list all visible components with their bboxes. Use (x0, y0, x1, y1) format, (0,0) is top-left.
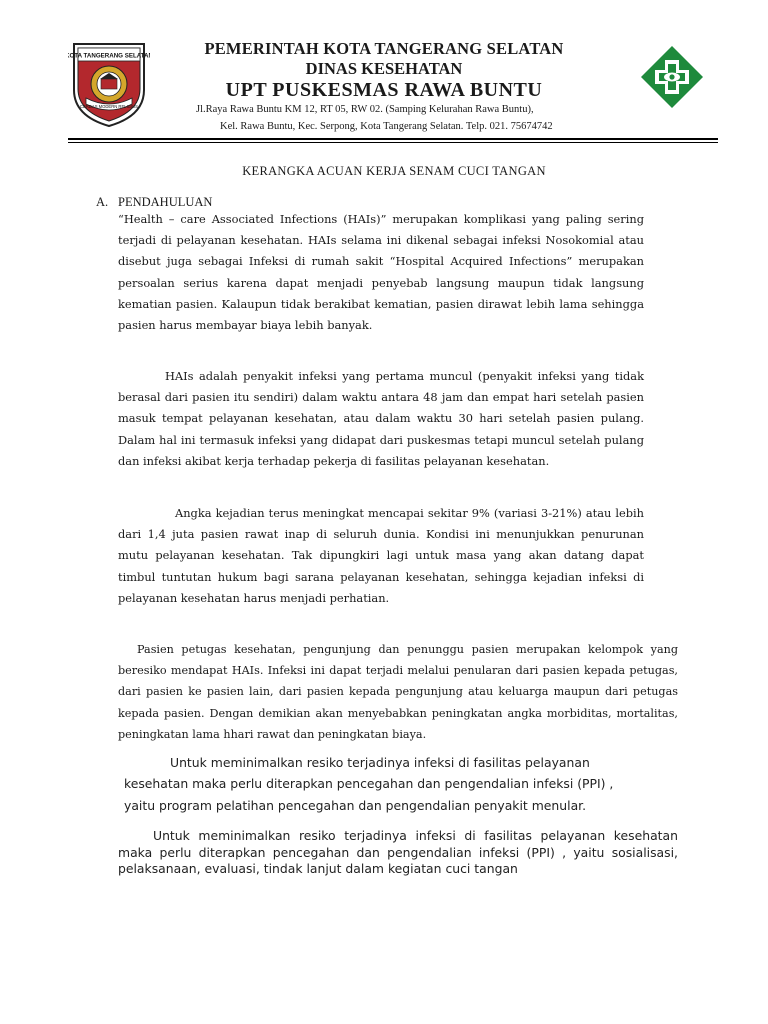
paragraph-intro: “Health – care Associated Infections (HAIs)” merupakan komplikasi yang paling sering terjadi di pelayanan kesehatan. HAIs selama ini dikenal sebagai infeksi Nosokomial atau disebut juga sebagai Infeksi di rumah sakit “Hospital Acquired Infections” merupakan persoalan serius karena dapat menjadi penyebab langsung maupun tidak langsung kematian pasien. Kalaupun tidak berakibat kematian, pasien dirawat lebih lama sehingga pasien harus membayar biaya lebih banyak. (118, 212, 644, 333)
paragraph-ppi-line2: kesehatan maka perlu diterapkan pencegahan dan pengendalian infeksi (PPI) , (124, 776, 614, 791)
paragraph-risk-groups: Pasien petugas kesehatan, pengunjung dan penunggu pasien merupakan kelompok yang beresiko mendapat HAIs. Infeksi ini dapat terjadi melalui penularan dari pasien kepada petugas, dari pasien ke pasien lain, dari pasien kepada pengunjung atau keluarga maupun dari petugas kepada pasien. Dengan demikian akan menyebabkan peningkatan angka morbiditas, mortalitas, peningkatan lama hhari rawat dan peningkatan biaya. (118, 643, 678, 741)
paragraph-ppi-line1: Untuk meminimalkan resiko terjadinya infeksi di fasilitas pelayanan (170, 755, 590, 770)
header-government: PEMERINTAH KOTA TANGERANG SELATAN (204, 39, 564, 58)
paragraph-incidence: Angka kejadian terus meningkat mencapai sekitar 9% (variasi 3-21%) atau lebih dari 1,4 juta pasien rawat inap di seluruh dunia. Kondisi ini menunjukkan penurunan mutu pelayanan kesehatan. Tak dipungkiri lagi untuk masa yang akan datang dapat timbul tuntutan hukum bagi sarana pelayanan kesehatan, sehingga kejadian infeksi di pelayanan kesehatan harus menjadi perhatian. (118, 506, 644, 605)
logo-left-top-text: KOTA TANGERANG SELATAN (68, 52, 150, 60)
section-title: PENDAHULUAN (118, 195, 213, 209)
document-title: KERANGKA ACUAN KERJA SENAM CUCI TANGAN (242, 164, 546, 178)
paragraph-ppi-line3: yaitu program pelatihan pencegahan dan pengendalian penyakit menular. (124, 798, 587, 813)
header-divider-thin (68, 142, 718, 143)
header-divider (68, 138, 718, 140)
puskesmas-cross-icon (627, 40, 717, 114)
header-address-line2: Kel. Rawa Buntu, Kec. Serpong, Kota Tangerang Selatan. Telp. 021. 75674742 (220, 121, 553, 132)
header-department: DINAS KESEHATAN (305, 59, 463, 78)
header-unit: UPT PUSKESMAS RAWA BUNTU (225, 79, 543, 101)
section-letter: A. (96, 195, 109, 209)
section-heading (96, 195, 212, 210)
paragraph-hais-definition: HAIs adalah penyakit infeksi yang pertama muncul (penyakit infeksi yang tidak berasal dari pasien itu sendiri) dalam waktu antara 48 jam dan empat hari setelah pasien masuk tempat pelayanan kesehatan, atau dalam waktu 30 hari setelah pasien pulang. Dalam hal ini termasuk infeksi yang didapat dari puskesmas tetapi muncul setelah pulang dan infeksi akibat kerja terhadap pekerja di fasilitas pelayanan kesehatan. (118, 369, 644, 468)
header-address-line1: Jl.Raya Rawa Buntu KM 12, RT 05, RW 02. (Samping Kelurahan Rawa Buntu), (196, 104, 534, 115)
logo-left-bottom-text: CERDAS MODERN RELIGIUS (80, 104, 138, 109)
paragraph-handwashing: Untuk meminimalkan resiko terjadinya infeksi di fasilitas pelayanan kesehatan maka perlu diterapkan pencegahan dan pengendalian infeksi (PPI) , yaitu sosialisasi, pelaksanaan, evaluasi, tindak lanjut dalam kegiatan cuci tangan (118, 828, 678, 876)
